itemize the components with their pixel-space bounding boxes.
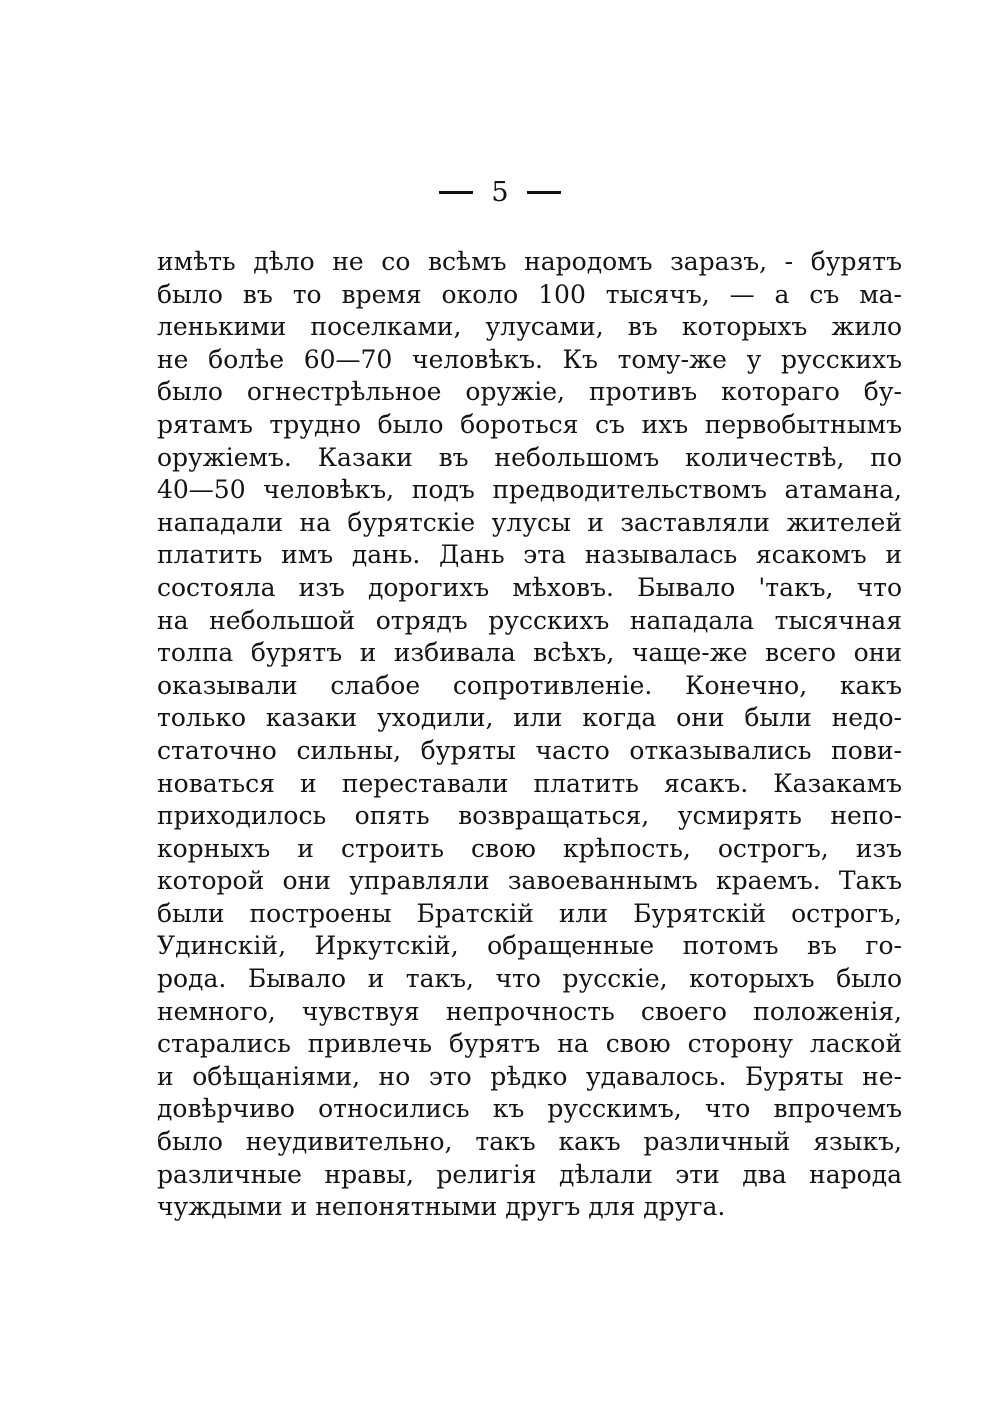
text-line: было въ то время около 100 тысячъ, — а съ ма- <box>157 279 902 309</box>
text-line: рятамъ трудно было бороться съ ихъ первобытнымъ <box>157 409 902 439</box>
page-number-header <box>0 176 1000 208</box>
body-paragraph <box>157 246 902 1224</box>
text-line: рода. Бывало и такъ, что русскіе, которыхъ было <box>157 964 902 994</box>
text-line: приходилось опять возвращаться, усмирять непо- <box>157 801 902 831</box>
text-line: оружіемъ. Казаки въ небольшомъ количествѣ, по <box>157 442 902 472</box>
text-line: чуждыми и непонятными другъ для друга. <box>157 1192 726 1222</box>
text-line: ленькими поселками, улусами, въ которыхъ жило <box>157 312 902 342</box>
text-line: было неудивительно, такъ какъ различный языкъ, <box>157 1127 902 1157</box>
text-line: было огнестрѣльное оружіе, противъ котораго бу- <box>157 377 902 407</box>
right-dash <box>527 191 561 194</box>
text-line: на небольшой отрядъ русскихъ нападала тысячная <box>157 605 902 635</box>
text-line: корныхъ и строить свою крѣпость, острогъ, изъ <box>157 833 902 863</box>
text-line: не болѣе 60—70 человѣкъ. Къ тому-же у русскихъ <box>157 344 902 374</box>
left-dash <box>439 191 473 194</box>
text-line: оказывали слабое сопротивленіе. Конечно, какъ <box>157 670 902 700</box>
text-line: были построены Братскій или Бурятскій острогъ, <box>157 898 902 928</box>
text-line: состояла изъ дорогихъ мѣховъ. Бывало 'такъ, что <box>157 572 902 602</box>
text-line: 40—50 человѣкъ, подъ предводительствомъ атамана, <box>157 475 902 505</box>
text-line: и обѣщаніями, но это рѣдко удавалось. Буряты не- <box>157 1061 902 1091</box>
text-line: статочно сильны, буряты часто отказывались пови- <box>157 735 902 765</box>
text-line: которой они управляли завоеваннымъ краемъ. Такъ <box>157 866 902 896</box>
text-line: немного, чувствуя непрочность своего положенія, <box>157 996 902 1026</box>
text-line: довѣрчиво относились къ русскимъ, что впрочемъ <box>157 1094 902 1124</box>
page-number: 5 <box>491 177 509 208</box>
text-line: старались привлечь бурятъ на свою сторону лаской <box>157 1029 902 1059</box>
text-line: Удинскій, Иркутскій, обращенные потомъ въ го- <box>157 931 902 961</box>
text-line: нападали на бурятскіе улусы и заставляли жителей <box>157 507 902 537</box>
text-line: толпа бурятъ и избивала всѣхъ, чаще-же всего они <box>157 638 902 668</box>
text-line: платить имъ дань. Дань эта называлась ясакомъ и <box>157 540 902 570</box>
text-line: только казаки уходили, или когда они были недо- <box>157 703 902 733</box>
text-line: новаться и переставали платить ясакъ. Казакамъ <box>157 768 902 798</box>
text-line: различные нравы, религія дѣлали эти два народа <box>157 1159 902 1189</box>
text-line: имѣть дѣло не со всѣмъ народомъ заразъ, - бурятъ <box>157 247 902 276</box>
